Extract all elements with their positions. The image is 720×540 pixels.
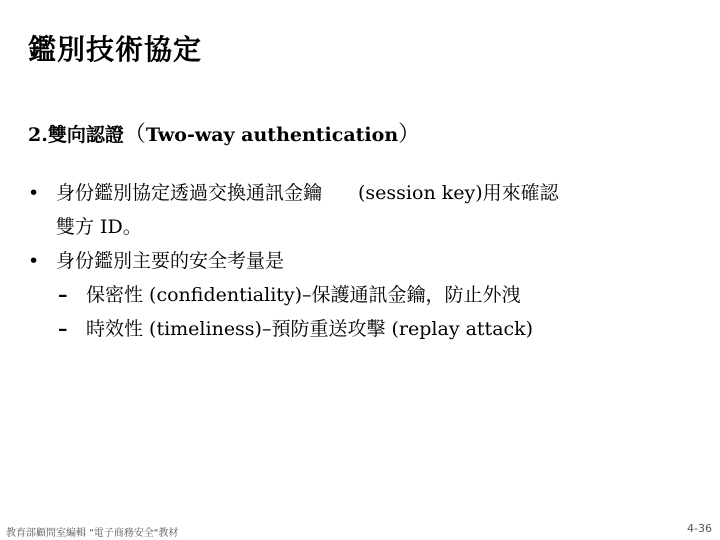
footer-source: 教育部顧問室編輯 "電子商務安全"教材 xyxy=(6,528,179,539)
subtitle-open-paren: （ xyxy=(123,122,146,147)
sub-bullet-item xyxy=(28,278,678,312)
bullet-icon: • xyxy=(28,250,40,272)
subtitle-zh: 雙向認證 xyxy=(47,124,124,146)
sub-bullet-item xyxy=(28,312,678,346)
bullet-item xyxy=(28,244,678,278)
subtitle-close-paren: ） xyxy=(398,122,421,147)
dash-icon: – xyxy=(58,318,68,340)
page-number: 4-36 xyxy=(687,522,712,535)
dash-icon: – xyxy=(58,284,68,306)
bullet-body xyxy=(56,176,678,244)
bullet-line xyxy=(56,176,678,210)
bullet-text: 身份鑑別主要的安全考量是 xyxy=(56,250,285,272)
bullet-text-zh: 身份鑑別協定透過交換通訊金鑰 xyxy=(56,182,323,204)
slide-subtitle xyxy=(28,117,420,148)
subtitle-number: 2. xyxy=(28,124,48,146)
bullet-icon: • xyxy=(28,182,40,204)
bullet-text-en: (session key)用來確認 xyxy=(358,182,559,204)
sub-bullet-text: 保密性 (confidentiality)–保護通訊金鑰，防止外洩 xyxy=(86,284,521,306)
subtitle-en: Two-way authentication xyxy=(145,124,399,146)
slide-title: 鑑別技術協定 xyxy=(28,33,203,66)
sub-bullet-text: 時效性 (timeliness)–預防重送攻擊 (replay attack) xyxy=(86,318,534,340)
slide-content xyxy=(28,176,678,346)
bullet-item xyxy=(28,176,678,244)
bullet-line-continued: 雙方 ID。 xyxy=(56,216,142,238)
